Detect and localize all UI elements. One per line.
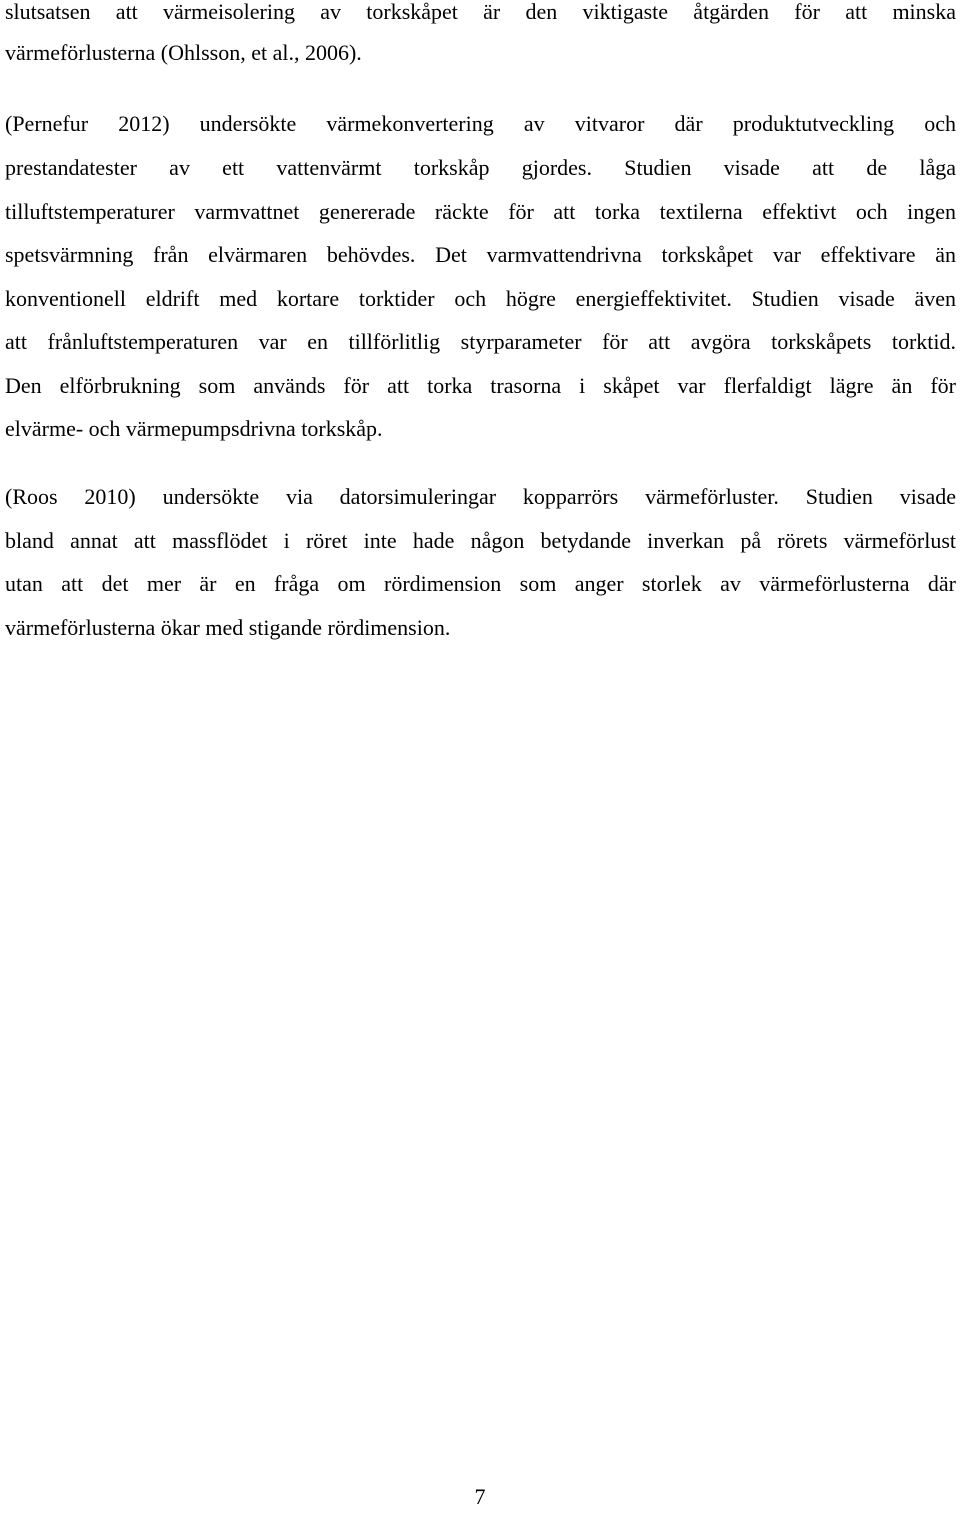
text-line: slutsatsen att värmeisolering av torkskåpet är den viktigaste åtgärden för att minska bbox=[5, 0, 956, 24]
text-line: elvärme- och värmepumpsdrivna torkskåp. bbox=[5, 416, 383, 441]
text-line: att frånluftstemperaturen var en tillförlitlig styrparameter för att avgöra torkskåpets torktid. bbox=[5, 329, 956, 354]
text-line: värmeförlusterna ökar med stigande rördimension. bbox=[5, 615, 451, 640]
text-line: konventionell eldrift med kortare torktider och högre energieffektivitet. Studien visade även bbox=[5, 286, 956, 311]
page-number: 7 bbox=[474, 1484, 486, 1509]
text-line: bland annat att massflödet i röret inte hade någon betydande inverkan på rörets värmeförlust bbox=[5, 528, 956, 553]
text-line: (Pernefur 2012) undersökte värmekonvertering av vitvaror där produktutveckling och bbox=[5, 111, 956, 136]
text-line: prestandatester av ett vattenvärmt torkskåp gjordes. Studien visade att de låga bbox=[5, 155, 956, 180]
text-line: utan att det mer är en fråga om rördimension som anger storlek av värmeförlusterna där bbox=[5, 571, 956, 596]
text-line: värmeförlusterna (Ohlsson, et al., 2006). bbox=[5, 40, 362, 65]
text-line: spetsvärmning från elvärmaren behövdes. Det varmvattendrivna torkskåpet var effektivare än bbox=[5, 242, 956, 267]
text-line: tilluftstemperaturer varmvattnet genererade räckte för att torka textilerna effektivt och ingen bbox=[5, 199, 956, 224]
text-line: Den elförbrukning som används för att torka trasorna i skåpet var flerfaldigt lägre än för bbox=[5, 373, 956, 398]
text-line: (Roos 2010) undersökte via datorsimuleringar kopparrörs värmeförluster. Studien visade bbox=[5, 484, 956, 509]
